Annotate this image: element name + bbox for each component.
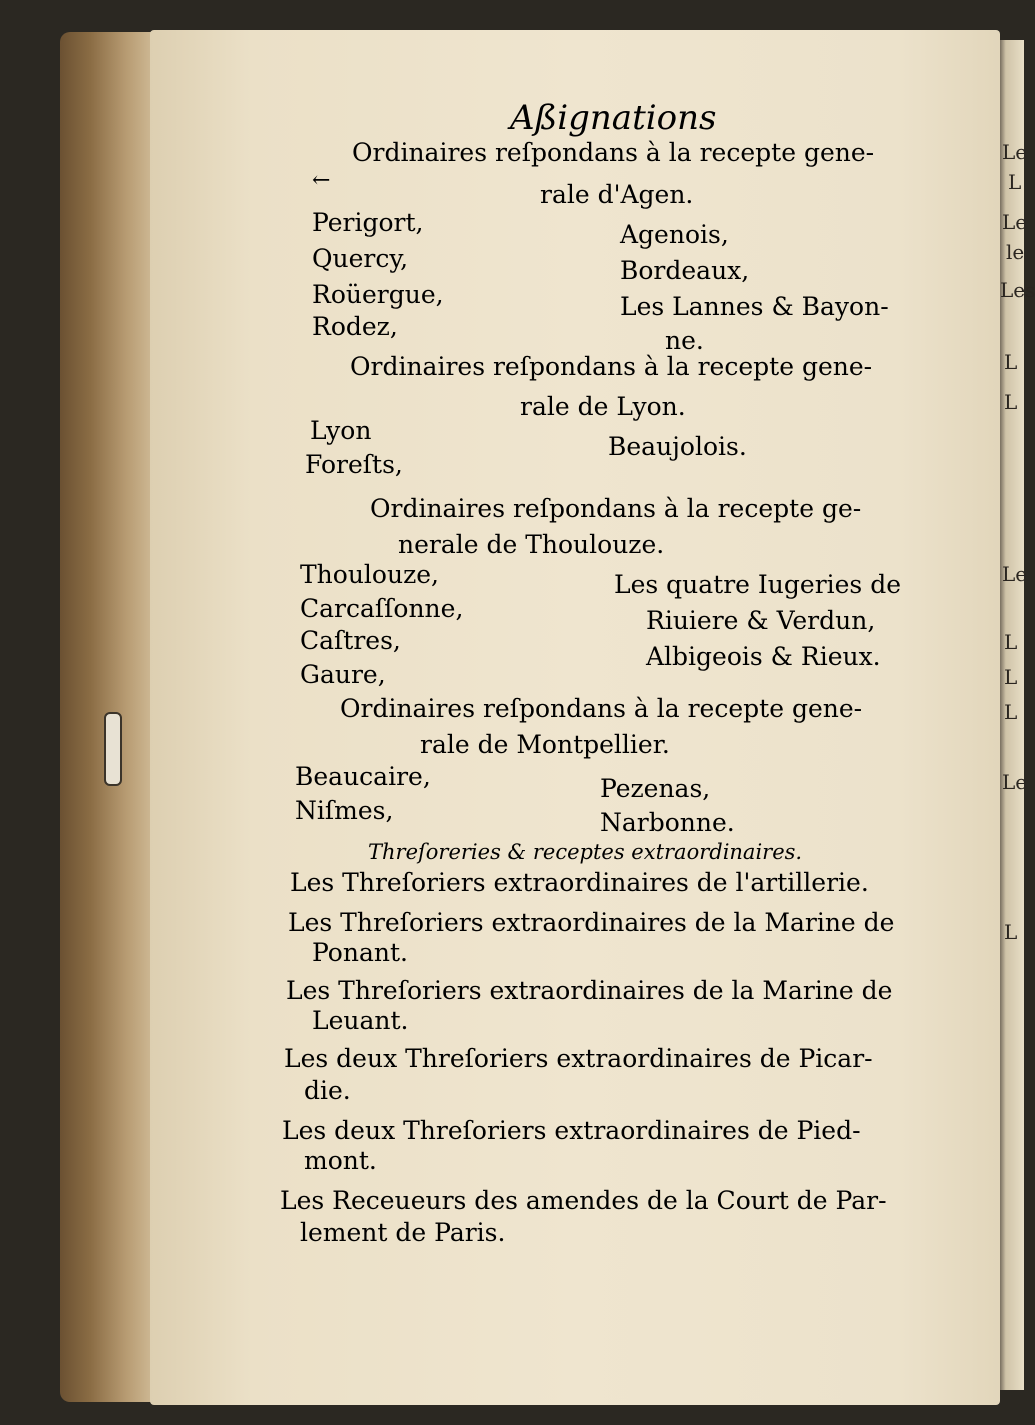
section-heading: Ordinaires reſpondans à la recepte gene- [350,352,873,381]
section-heading: nerale de Thoulouze. [398,530,665,559]
next-page-letter: Le [1002,562,1028,586]
section-heading: Ordinaires reſpondans à la recepte gene- [352,138,875,167]
entry-line: Leuant. [312,1006,409,1035]
entry-line: Les Threſoriers extraordinaires de la Marine de [288,908,895,937]
left-item: Beaucaire, [295,762,431,791]
left-item: Niſmes, [295,796,394,825]
next-page-letter: L [1004,390,1018,414]
next-page-letter: Le [1002,770,1028,794]
right-item: Pezenas, [600,774,711,803]
next-page-letter: Le [1002,210,1028,234]
left-item: Gaure, [300,660,386,689]
section-heading: rale de Lyon. [520,392,686,421]
left-item: Lyon [310,416,372,445]
next-page-letter: Les [1000,278,1035,302]
next-page-letter: L [1004,920,1018,944]
entry-line: lement de Paris. [300,1218,506,1247]
right-item: Bordeaux, [620,256,750,285]
left-item: Caſtres, [300,626,401,655]
next-page-letter: L [1004,700,1018,724]
right-item: Agenois, [620,220,729,249]
left-item: Rodez, [312,312,398,341]
right-item: Les Lannes & Bayon- [620,292,889,321]
right-item: Narbonne. [600,808,735,837]
section-heading: rale d'Agen. [540,180,694,209]
next-page-letter: L [1004,630,1018,654]
left-item: Quercy, [312,244,409,273]
entry-line: Les Threſoriers extraordinaires de l'artillerie. [290,868,869,897]
section-heading: rale de Montpellier. [420,730,670,759]
section-heading: Ordinaires reſpondans à la recepte gene- [340,694,863,723]
right-item: Riuiere & Verdun, [646,606,876,635]
right-item: ne. [665,326,704,355]
next-page-letter: Le [1002,140,1028,164]
left-item: Foreſts, [305,450,403,479]
entry-line: Ponant. [312,938,408,967]
entry-line: Les deux Threſoriers extraordinaires de Pied- [282,1116,861,1145]
left-item: Perigort, [312,208,424,237]
running-title: Aßignations [510,98,717,138]
right-item: Beaujolois. [608,432,747,461]
pointer-mark: ← [312,168,331,193]
next-page-edge [998,40,1035,1390]
right-item: Albigeois & Rieux. [646,642,881,671]
right-item: Les quatre Iugeries de [614,570,902,599]
subheading: Threſoreries & receptes extraordinaires. [368,840,803,864]
entry-line: Les deux Threſoriers extraordinaires de Picar- [284,1044,873,1073]
next-page-letter: le [1006,240,1025,264]
left-item: Carcaſſonne, [300,594,464,623]
entry-line: mont. [304,1146,377,1175]
left-item: Thoulouze, [300,560,439,589]
next-page-letter: L [1008,170,1022,194]
left-item: Roüergue, [312,280,444,309]
entry-line: die. [304,1076,351,1105]
next-page-letter: L [1004,350,1018,374]
clasp [104,712,122,786]
entry-line: Les Threſoriers extraordinaires de la Marine de [286,976,893,1005]
section-heading: Ordinaires reſpondans à la recepte ge- [370,494,862,523]
entry-line: Les Receueurs des amendes de la Court de Par- [280,1186,887,1215]
next-page-letter: L [1004,665,1018,689]
